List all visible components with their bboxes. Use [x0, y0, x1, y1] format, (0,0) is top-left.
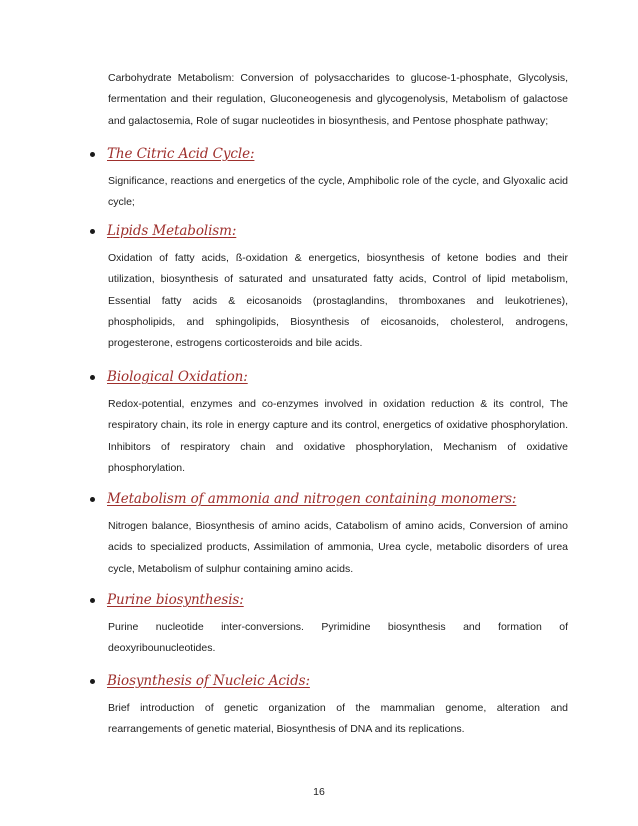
bullet-icon [90, 598, 95, 603]
section-heading-row [90, 589, 568, 611]
section-text: Brief introduction of genetic organization of the mammalian genome, alteration and rearrangements of genetic material, Biosynthesis of DNA and its replications. [108, 702, 568, 736]
section-purine-biosynthesis [90, 589, 568, 660]
bullet-icon [90, 497, 95, 502]
section-heading: The Citric Acid Cycle: [107, 146, 255, 162]
section-heading-row [90, 670, 568, 692]
section-heading: Lipids Metabolism: [107, 223, 237, 239]
page-number: 16 [313, 786, 325, 798]
section-text: Purine nucleotide inter-conversions. Pyrimidine biosynthesis and formation of deoxyribounucleotides. [108, 621, 568, 655]
bullet-icon [90, 679, 95, 684]
intro-paragraph-block [108, 68, 568, 132]
section-lipids-metabolism [90, 220, 568, 354]
section-heading-row [90, 220, 568, 242]
section-ammonia-metabolism [90, 488, 568, 580]
section-text: Significance, reactions and energetics of the cycle, Amphibolic role of the cycle, and Glyoxalic acid cycle; [108, 175, 568, 209]
section-heading-row [90, 488, 568, 510]
section-heading: Metabolism of ammonia and nitrogen containing monomers: [107, 491, 517, 507]
section-text: Oxidation of fatty acids, ß-oxidation & energetics, biosynthesis of ketone bodies and their utilization, biosynthesis of saturated and unsaturated fatty acids, Control of lipid metabolism, Essential fatty acids & eicosanoids (prostaglandins, thromboxanes and leukotrienes), phospholipids, and sphingolipids, Biosynthesis of eicosanoids, cholesterol, androgens, progesterone, estrogens corticosteroids and bile acids. [108, 252, 568, 350]
section-heading: Biological Oxidation: [107, 369, 248, 385]
section-heading: Biosynthesis of Nucleic Acids: [107, 673, 310, 689]
bullet-icon [90, 229, 95, 234]
section-text: Nitrogen balance, Biosynthesis of amino acids, Catabolism of amino acids, Conversion of amino acids to specialized products, Assimilation of ammonia, Urea cycle, metabolic disorders of urea cycle, Metabolism of sulphur containing amino acids. [108, 520, 568, 575]
section-heading: Purine biosynthesis: [107, 592, 244, 608]
section-biological-oxidation [90, 366, 568, 479]
section-citric-acid-cycle [90, 143, 568, 214]
intro-text: Carbohydrate Metabolism: Conversion of polysaccharides to glucose-1-phosphate, Glycolysis, fermentation and their regulation, Gluconeogenesis and glycogenolysis, Metabolism of galactose and galactosemia, Role of sugar nucleotides in biosynthesis, and Pentose phosphate pathway; [108, 72, 568, 127]
section-text: Redox-potential, enzymes and co-enzymes involved in oxidation reduction & its control, The respiratory chain, its role in energy capture and its control, energetics of oxidative phosphorylation. Inhibitors of respiratory chain and oxidative phosphorylation, Mechanism of oxidative phosphorylation. [108, 398, 568, 474]
bullet-icon [90, 152, 95, 157]
section-nucleic-acids [90, 670, 568, 741]
section-heading-row [90, 143, 568, 165]
bullet-icon [90, 375, 95, 380]
section-heading-row [90, 366, 568, 388]
